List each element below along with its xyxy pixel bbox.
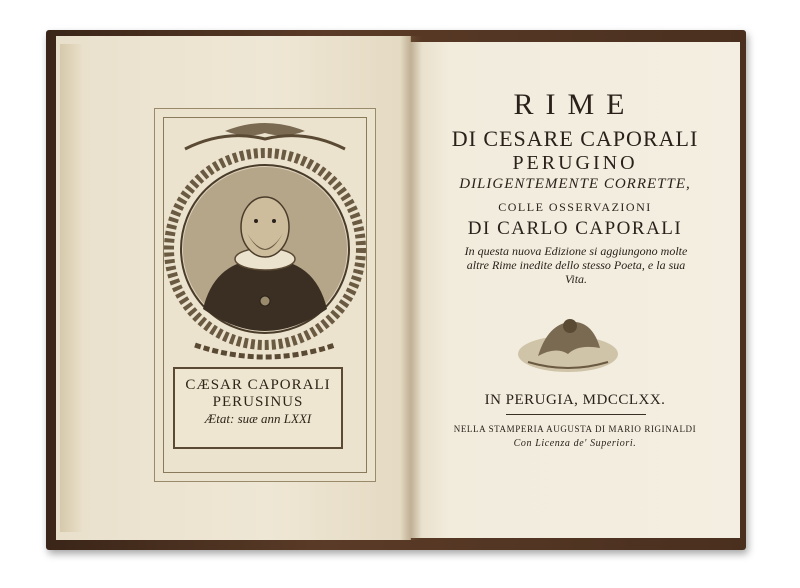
title-rime: RIME (513, 88, 637, 121)
title-observations: COLLE OSSERVAZIONI (498, 200, 652, 214)
title-page (410, 42, 740, 538)
imprint-license: Con Licenza de' Superiori. (513, 438, 637, 449)
left-page-edge (60, 44, 82, 532)
caption-line-1: CÆSAR CAPORALI (185, 377, 331, 393)
caption-line-3: Ætat: suæ ann LXXI (204, 411, 312, 426)
imprint-rule (506, 414, 646, 415)
imprint-printer: NELLA STAMPERIA AUGUSTA DI MARIO RIGINALDI (453, 424, 697, 434)
title-corrected: DILIGENTEMENTE CORRETTE, (459, 176, 691, 192)
title-author: DI CESARE CAPORALI (451, 126, 699, 151)
frontispiece-plate (154, 108, 376, 482)
caption-line-2: PERUSINUS (212, 394, 304, 410)
edition-note: In questa nuova Edizione si aggiungono molte altre Rime inedite dello stesso Poeta, e la sua Vita. (464, 244, 688, 286)
printer-vignette (508, 304, 628, 378)
title-origin: PERUGINO (512, 152, 638, 174)
portrait-caption (173, 367, 343, 449)
title-editor: DI CARLO CAPORALI (467, 218, 683, 239)
imprint-place: IN PERUGIA, MDCCLXX. (484, 392, 666, 408)
